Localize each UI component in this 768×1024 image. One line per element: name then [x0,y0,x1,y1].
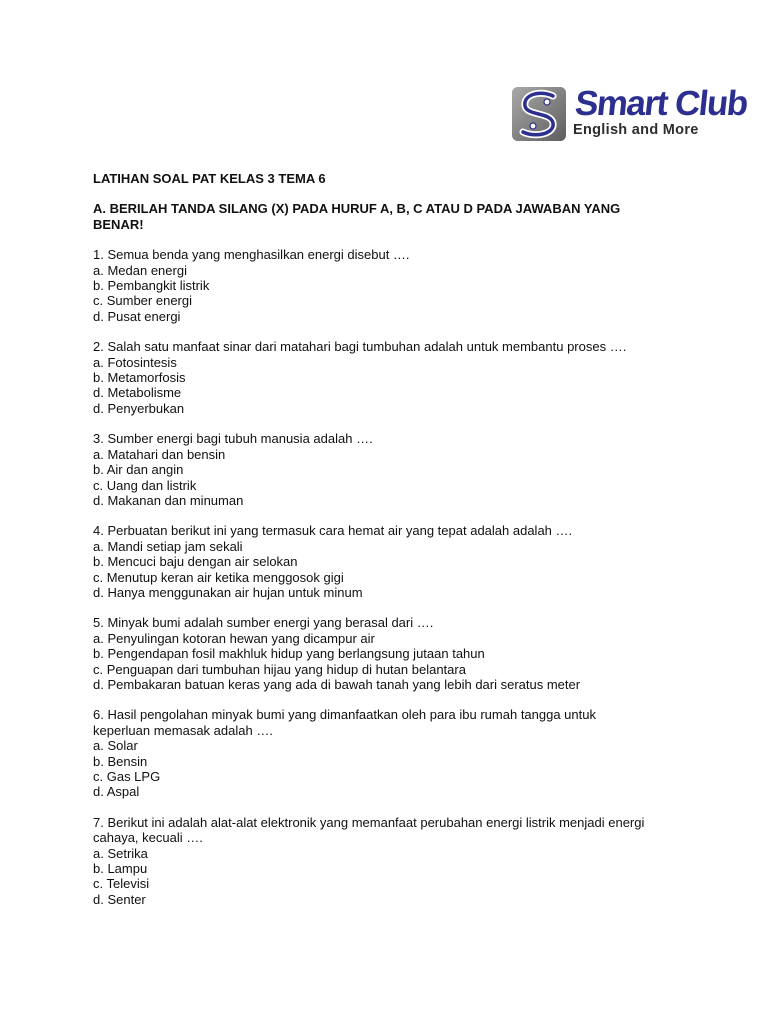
answer-option: b. Lampu [93,861,148,877]
answer-option: a. Fotosintesis [93,354,177,370]
answer-option: d. Hanya menggunakan air hujan untuk minum [93,584,363,600]
answer-option: d. Penyerbukan [93,400,185,416]
answer-option: a. Mandi setiap jam sekali [93,538,243,554]
question-item [93,523,653,600]
answer-option: b. Bensin [93,753,148,769]
question-text: 7. Berikut ini adalah alat-alat elektronik yang memanfaat perubahan energi listrik menjadi energi cahaya, kecuali …. [93,814,645,846]
question-text: 6. Hasil pengolahan minyak bumi yang dimanfaatkan oleh para ibu rumah tangga untuk keperluan memasak adalah …. [93,707,596,738]
logo-title: Smart Club [573,84,749,123]
answer-option: d. Aspal [93,784,140,800]
answer-option: c. Penguapan dari tumbuhan hijau yang hidup di hutan belantara [93,661,466,677]
answer-option: c. Uang dan listrik [93,477,197,493]
question-item [93,615,653,692]
question-item [93,815,653,907]
answer-option: c. Televisi [93,876,150,892]
logo-subtitle: English and More [573,122,699,138]
answer-option: d. Pusat energi [93,308,181,324]
answer-option: c. Sumber energi [93,293,192,309]
question-item [93,247,653,324]
answer-option: b. Mencuci baju dengan air selokan [93,554,298,570]
answer-option: a. Medan energi [93,262,187,278]
page-title: LATIHAN SOAL PAT KELAS 3 TEMA 6 [93,171,326,186]
question-item [93,339,653,416]
question-text: 1. Semua benda yang menghasilkan energi disebut …. [93,247,410,263]
question-text: 2. Salah satu manfaat sinar dari matahari bagi tumbuhan adalah untuk membantu proses …. [93,339,627,355]
question-item [93,431,653,508]
answer-option: d. Pembakaran batuan keras yang ada di bawah tanah yang lebih dari seratus meter [93,676,581,692]
answer-option: c. Menutup keran air ketika menggosok gigi [93,569,344,585]
question-item [93,707,653,799]
answer-option: d. Senter [93,891,146,907]
answer-option: b. Pengendapan fosil makhluk hidup yang berlangsung jutaan tahun [93,646,485,662]
smart-club-logo [511,84,749,142]
question-text: 4. Perbuatan berikut ini yang termasuk cara hemat air yang tepat adalah adalah …. [93,523,573,539]
answer-option: a. Setrika [93,845,148,861]
section-instruction: A. BERILAH TANDA SILANG (X) PADA HURUF A, B, C ATAU D PADA JAWABAN YANG BENAR! [93,201,621,232]
answer-option: d. Makanan dan minuman [93,492,244,508]
answer-option: a. Solar [93,738,138,754]
answer-option: d. Metabolisme [93,385,182,401]
worksheet-content [93,171,653,907]
answer-option: b. Metamorfosis [93,370,186,386]
answer-option: b. Pembangkit listrik [93,278,210,294]
answer-option: a. Matahari dan bensin [93,446,226,462]
answer-option: a. Penyulingan kotoran hewan yang dicampur air [93,630,375,646]
question-text: 3. Sumber energi bagi tubuh manusia adalah …. [93,431,373,447]
answer-option: c. Gas LPG [93,769,161,784]
question-text: 5. Minyak bumi adalah sumber energi yang berasal dari …. [93,615,434,631]
smart-club-emblem-icon [511,86,567,142]
answer-option: b. Air dan angin [93,462,184,478]
